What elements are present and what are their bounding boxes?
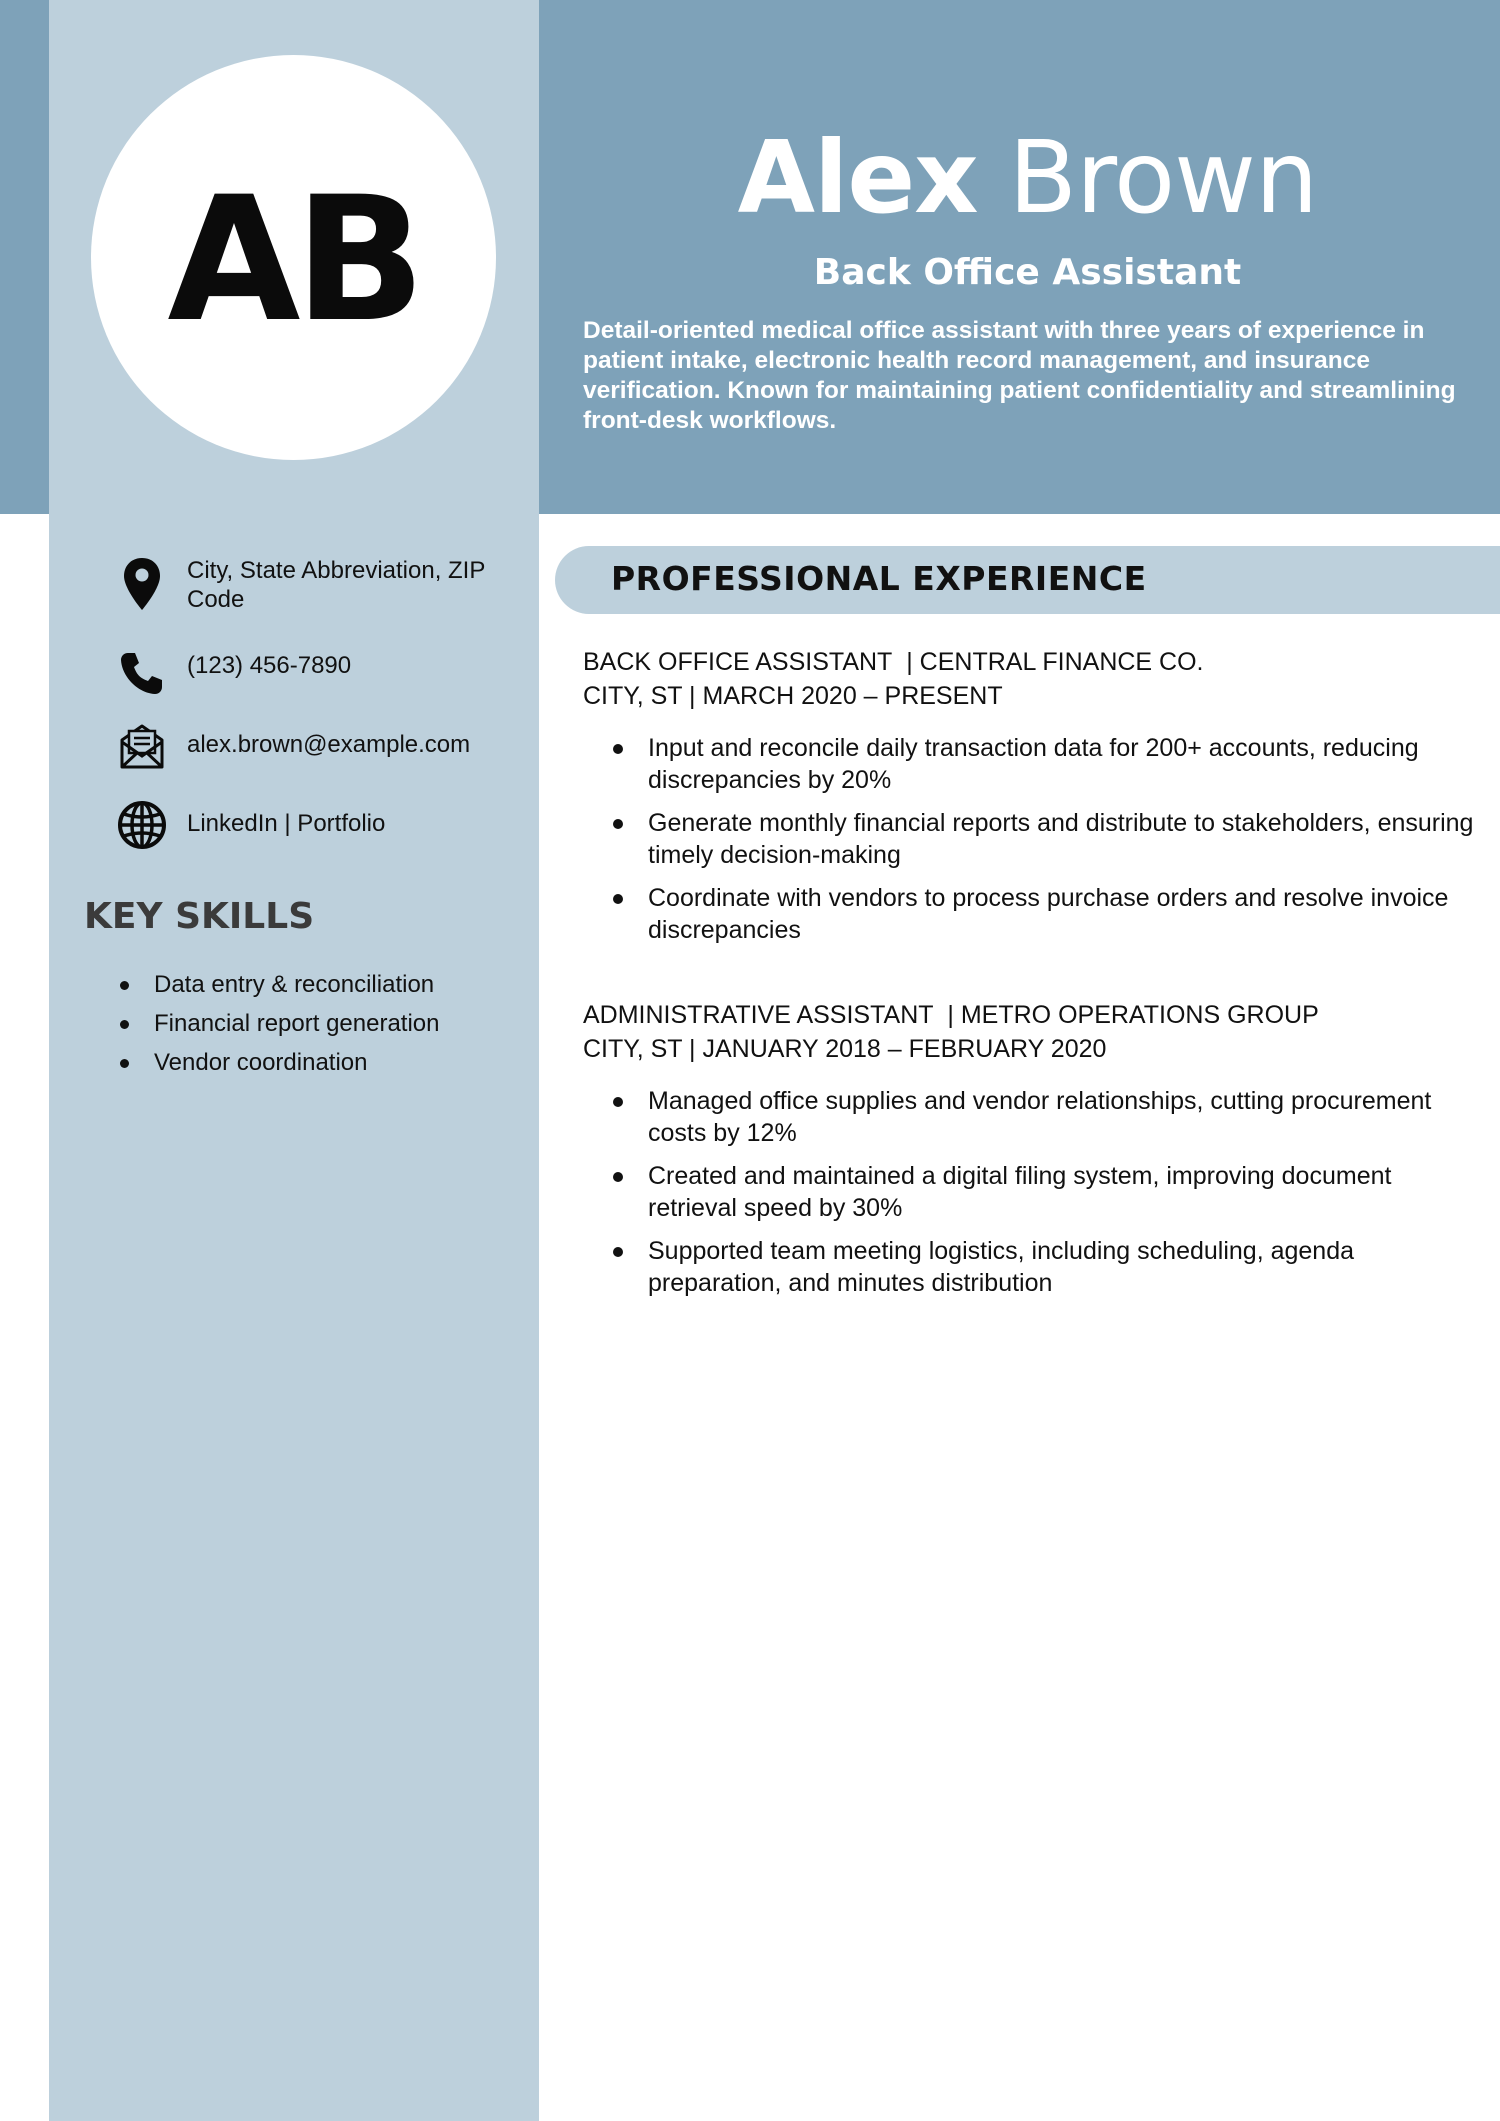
first-name: Alex [737,119,978,236]
location-pin-icon [112,556,172,612]
location-text: City, State Abbreviation, ZIP Code [187,557,485,613]
contact-phone [112,649,532,705]
mail-icon [112,720,172,776]
job-heading: ADMINISTRATIVE ASSISTANT | METRO OPERATIONS GROUP [583,1001,1319,1029]
job-title: BACK OFFICE ASSISTANT [583,648,893,676]
phone-icon [112,649,172,705]
skills-list [118,970,440,1087]
candidate-name [540,118,1500,238]
profile-summary: Detail-oriented medical office assistant with three years of experience in patient intake, electronic health record management, and insurance verification. Known for maintaining patient confidentiality and streamlining front-desk workflows. [583,317,1456,434]
skill-item: Financial report generation [118,1009,440,1038]
job-title: ADMINISTRATIVE ASSISTANT [583,1001,934,1029]
job-bullet: Managed office supplies and vendor relationships, cutting procurement costs by 12% [583,1085,1483,1149]
job-bullet: Created and maintained a digital filing system, improving document retrieval speed by 30% [583,1160,1483,1224]
skill-item: Vendor coordination [118,1048,440,1077]
job-bullet: Coordinate with vendors to process purchase orders and resolve invoice discrepancies [583,882,1483,946]
skills-heading: KEY SKILLS [84,896,315,937]
job-title: Back Office Assistant [813,252,1242,293]
contact-links [112,799,532,855]
job-bullet: Generate monthly financial reports and distribute to stakeholders, ensuring timely decision-making [583,807,1483,871]
job-meta: CITY, ST | MARCH 2020 – PRESENT [583,682,1003,710]
globe-icon [112,799,172,855]
job-bullets [583,732,1483,946]
job-entry [583,645,1483,957]
job-bullet: Supported team meeting logistics, including scheduling, agenda preparation, and minutes distribution [583,1235,1483,1299]
skill-item: Data entry & reconciliation [118,970,440,999]
last-name: Brown [1008,119,1318,236]
email-text[interactable]: alex.brown@example.com [187,731,471,758]
links-text[interactable]: LinkedIn | Portfolio [187,810,386,837]
contact-location [112,556,532,614]
job-entry [583,998,1483,1310]
phone-text[interactable]: (123) 456-7890 [187,652,352,679]
experience-heading: PROFESSIONAL EXPERIENCE [611,559,1147,598]
contact-email [112,720,532,776]
job-meta: CITY, ST | JANUARY 2018 – FEBRUARY 2020 [583,1035,1107,1063]
job-heading: BACK OFFICE ASSISTANT | CENTRAL FINANCE CO. [583,648,1204,676]
monogram-circle [91,55,496,460]
job-bullets [583,1085,1483,1299]
monogram: AB [167,159,420,360]
job-company: METRO OPERATIONS GROUP [960,1001,1319,1029]
job-company: CENTRAL FINANCE CO. [919,648,1204,676]
job-bullet: Input and reconcile daily transaction data for 200+ accounts, reducing discrepancies by 20% [583,732,1483,796]
